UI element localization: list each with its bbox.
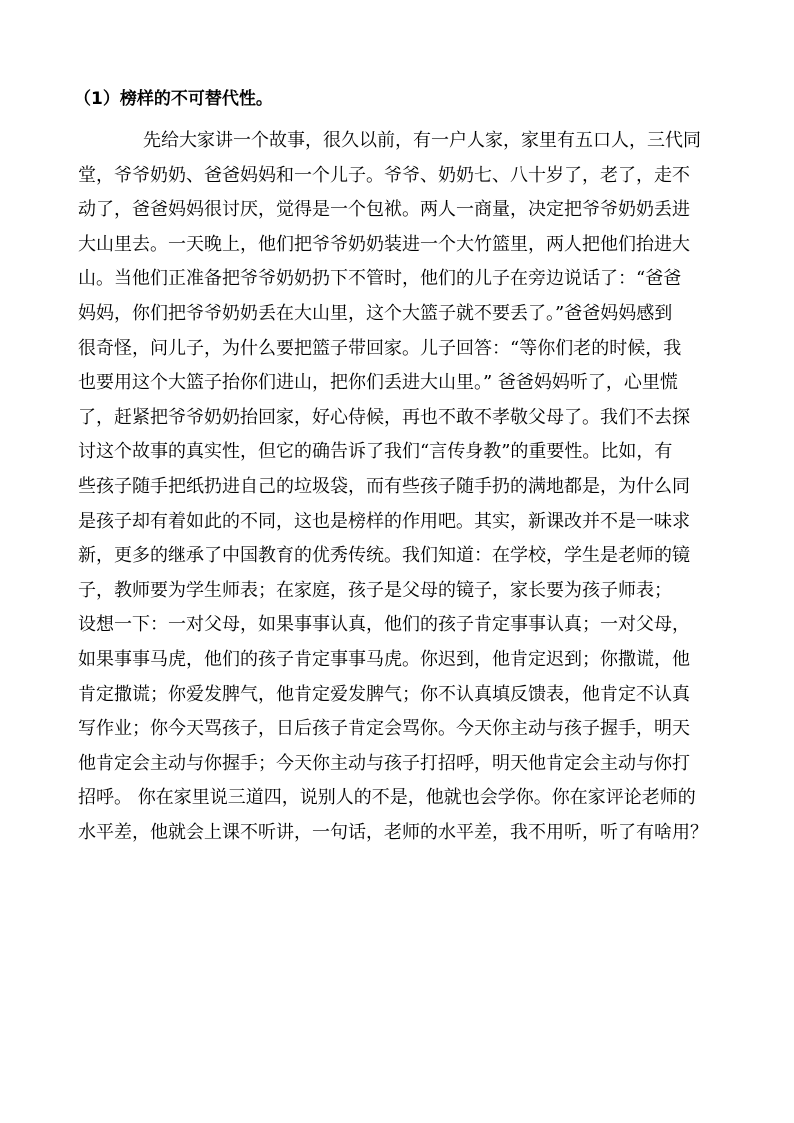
text-line: 设想一下：一对父母，如果事事认真，他们的孩子肯定事事认真；一对父母， [78, 614, 690, 636]
body-paragraph [78, 124, 728, 850]
text-line: 如果事事马虎，他们的孩子肯定事事马虎。你迟到，他肯定迟到；你撒谎，他 [78, 648, 690, 670]
text-line: 先给大家讲一个故事，很久以前，有一户人家，家里有五口人，三代同 [143, 130, 701, 151]
text-line: 动了，爸爸妈妈很讨厌，觉得是一个包袱。两人一商量，决定把爷爷奶奶丢进 [78, 199, 690, 221]
text-line: 招呼。 你在家里说三道四，说别人的不是，他就也会学你。你在家评论老师的 [78, 787, 696, 809]
text-line: 新，更多的继承了中国教育的优秀传统。我们知道：在学校，学生是老师的镜 [78, 545, 690, 567]
text-line: 大山里去。一天晚上，他们把爷爷奶奶装进一个大竹篮里，两人把他们抬进大 [78, 233, 690, 255]
text-line: 讨这个故事的真实性，但它的确告诉了我们“言传身教”的重要性。比如，有 [78, 441, 673, 463]
section-heading: （1）榜样的不可替代性。 [74, 89, 273, 109]
text-line: 很奇怪，问儿子，为什么要把篮子带回家。儿子回答：“等你们老的时候，我 [78, 337, 682, 359]
text-line: 了，赶紧把爷爷奶奶抬回家，好心侍候，再也不敢不孝敬父母了。我们不去探 [78, 406, 690, 428]
text-line: 他肯定会主动与你握手；今天你主动与孩子打招呼，明天他肯定会主动与你打 [78, 752, 690, 774]
text-line: 是孩子却有着如此的不同，这也是榜样的作用吧。其实，新课改并不是一味求 [78, 510, 690, 532]
text-line: 些孩子随手把纸扔进自己的垃圾袋，而有些孩子随手扔的满地都是，为什么同 [78, 475, 690, 497]
text-line: 山。当他们正准备把爷爷奶奶扔下不管时，他们的儿子在旁边说话了：“爸爸 [78, 268, 682, 290]
text-line: 子，教师要为学生师表；在家庭，孩子是父母的镜子，家长要为孩子师表； [78, 579, 672, 601]
text-line: 也要用这个大篮子抬你们进山，把你们丢进大山里。” 爸爸妈妈听了，心里慌 [78, 372, 678, 394]
text-line: 写作业；你今天骂孩子，日后孩子肯定会骂你。今天你主动与孩子握手，明天 [78, 718, 690, 740]
text-line: 肯定撒谎；你爱发脾气，他肯定爱发脾气；你不认真填反馈表，他肯定不认真 [78, 683, 690, 705]
text-line: 水平差，他就会上课不听讲，一句话，老师的水平差，我不用听，听了有啥用？ [78, 821, 708, 843]
text-line: 堂，爷爷奶奶、爸爸妈妈和一个儿子。爷爷、奶奶七、八十岁了，老了，走不 [78, 164, 690, 186]
text-line: 妈妈，你们把爷爷奶奶丢在大山里，这个大篮子就不要丢了。”爸爸妈妈感到 [78, 302, 673, 324]
